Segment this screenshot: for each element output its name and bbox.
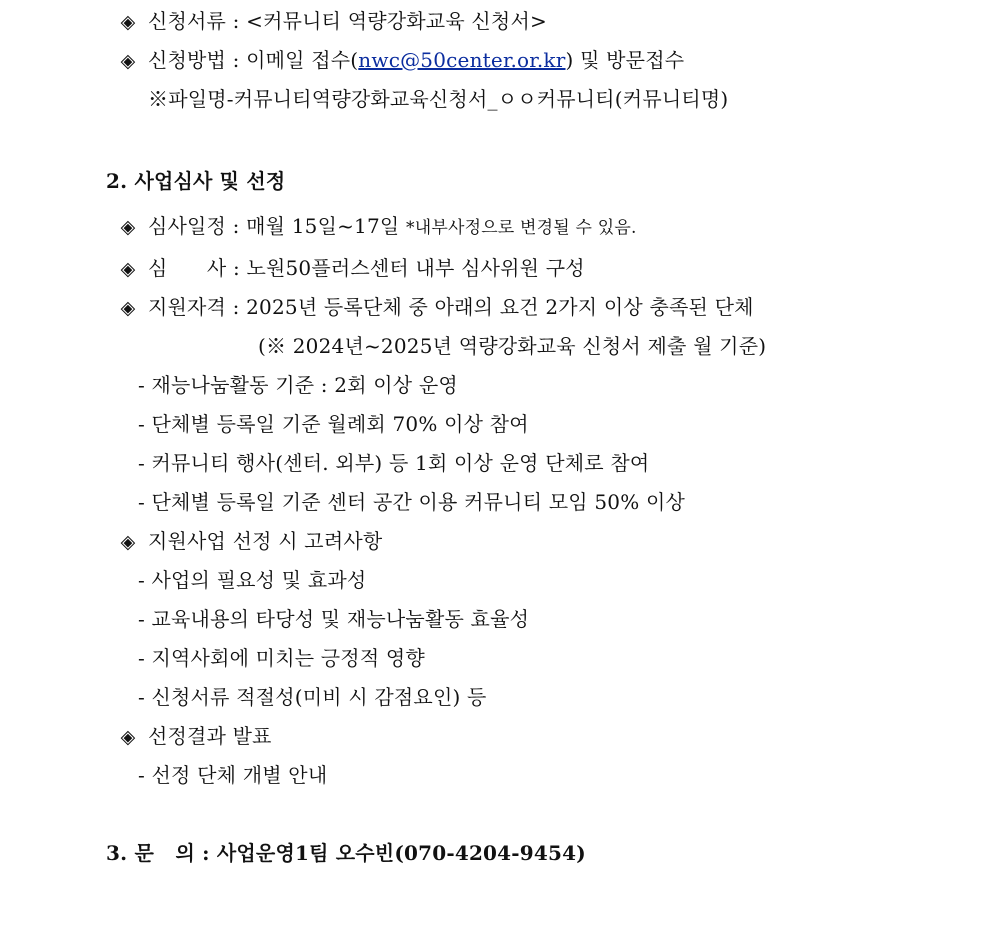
diamond-bullet-icon: ◈ <box>120 531 136 553</box>
consideration-item: - 교육내용의 타당성 및 재능나눔활동 효율성 <box>138 607 530 631</box>
filename-note: ※파일명-커뮤니티역량강화교육신청서_ㅇㅇ커뮤니티(커뮤니티명) <box>148 87 729 111</box>
result-item: - 선정 단체 개별 안내 <box>138 763 328 787</box>
diamond-bullet-icon: ◈ <box>120 726 136 748</box>
consideration-item: - 지역사회에 미치는 긍정적 영향 <box>138 646 425 670</box>
docs-line <box>116 8 547 35</box>
considerations-line <box>116 528 382 555</box>
diamond-bullet-icon: ◈ <box>120 216 136 238</box>
schedule-main: 심사일정 : 매월 15일~17일 <box>148 214 400 238</box>
diamond-bullet-icon: ◈ <box>120 50 136 72</box>
schedule-note: *내부사정으로 변경될 수 있음. <box>406 218 637 238</box>
requirement-item: - 단체별 등록일 기준 월례회 70% 이상 참여 <box>138 412 529 436</box>
result-title: 선정결과 발표 <box>148 724 272 748</box>
diamond-bullet-icon: ◈ <box>120 258 136 280</box>
method-suffix: ) 및 방문접수 <box>565 48 685 72</box>
review-text: 심 사 : 노원50플러스센터 내부 심사위원 구성 <box>148 256 585 280</box>
requirement-item: - 커뮤니티 행사(센터. 외부) 등 1회 이상 운영 단체로 참여 <box>138 451 650 475</box>
section2-title: 2. 사업심사 및 선정 <box>106 169 286 193</box>
result-line <box>116 723 272 750</box>
consideration-item: - 사업의 필요성 및 효과성 <box>138 568 367 592</box>
docs-label: 신청서류 : <커뮤니티 역량강화교육 신청서> <box>148 9 547 33</box>
eligibility-note: (※ 2024년~2025년 역량강화교육 신청서 제출 월 기준) <box>258 334 767 358</box>
review-line <box>116 255 585 282</box>
requirement-item: - 재능나눔활동 기준 : 2회 이상 운영 <box>138 373 458 397</box>
method-prefix: 신청방법 : 이메일 접수( <box>148 48 359 72</box>
eligibility-text: 지원자격 : 2025년 등록단체 중 아래의 요건 2가지 이상 충족된 단체 <box>148 295 754 319</box>
schedule-line <box>116 213 637 241</box>
consideration-item: - 신청서류 적절성(미비 시 감점요인) 등 <box>138 685 487 709</box>
requirement-item: - 단체별 등록일 기준 센터 공간 이용 커뮤니티 모임 50% 이상 <box>138 490 686 514</box>
contact-line: 3. 문 의 : 사업운영1팀 오수빈(070-4204-9454) <box>106 841 586 865</box>
email-link[interactable]: nwc@50center.or.kr <box>358 48 566 72</box>
method-line <box>116 47 684 74</box>
diamond-bullet-icon: ◈ <box>120 297 136 319</box>
diamond-bullet-icon: ◈ <box>120 11 136 33</box>
considerations-title: 지원사업 선정 시 고려사항 <box>148 529 383 553</box>
eligibility-line <box>116 294 754 321</box>
